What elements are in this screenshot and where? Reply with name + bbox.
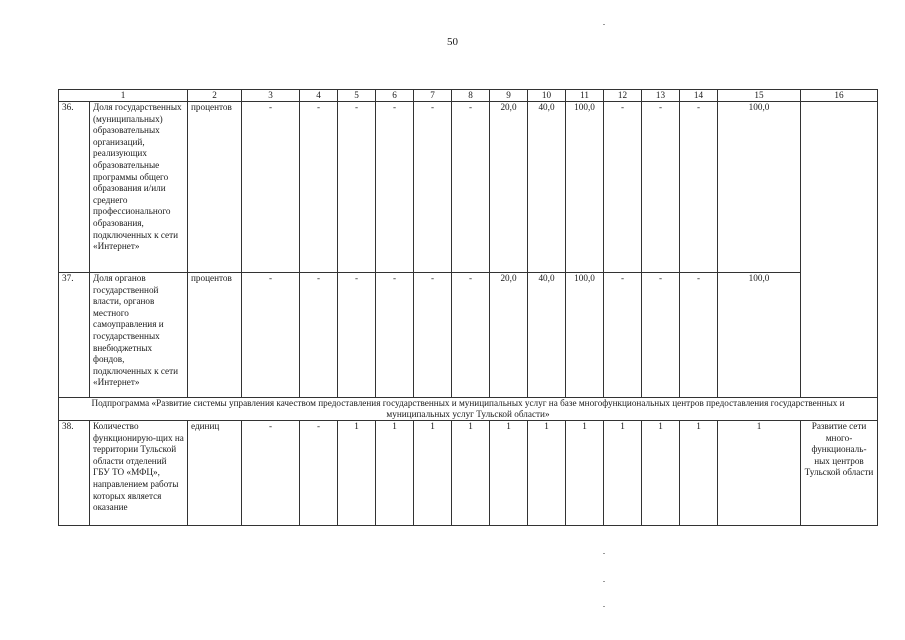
value-cell: -	[414, 102, 452, 273]
value-cell: 20,0	[490, 273, 528, 398]
unit-cell: процентов	[188, 273, 242, 398]
header-cell: 5	[338, 90, 376, 102]
indicators-table	[58, 89, 878, 526]
header-cell: 9	[490, 90, 528, 102]
value-cell: -	[242, 421, 300, 526]
value-cell: -	[300, 421, 338, 526]
value-cell: -	[680, 273, 718, 398]
table-row	[59, 273, 878, 398]
value-cell: 1	[680, 421, 718, 526]
header-cell: 16	[801, 90, 878, 102]
scan-speck	[603, 581, 605, 582]
value-cell: -	[242, 102, 300, 273]
subprogram-title: Подпрограмма «Развитие системы управления качеством предоставления государственных и муниципальных услуг на базе многофункциональных центров предоставления государственных и муниципальных услуг Тульской области»	[59, 398, 878, 421]
value-cell: -	[414, 273, 452, 398]
header-cell: 8	[452, 90, 490, 102]
header-cell: 10	[528, 90, 566, 102]
value-cell: -	[338, 102, 376, 273]
indicator-name: Доля государственных (муниципальных) образовательных организаций, реализующих образовательные программы общего образования и/или среднего профессионального образования, подключенных к сети «Интернет»	[90, 102, 188, 273]
header-cell: 1	[59, 90, 188, 102]
header-cell: 12	[604, 90, 642, 102]
value-cell: -	[338, 273, 376, 398]
value-cell: -	[452, 102, 490, 273]
notes-cell: Развитие сети много-функциональ-ных центров Тульской области	[801, 421, 878, 526]
header-cell: 14	[680, 90, 718, 102]
scan-speck	[603, 24, 605, 25]
value-cell: -	[680, 102, 718, 273]
value-cell: 20,0	[490, 102, 528, 273]
scan-speck	[603, 553, 605, 554]
row-number: 37.	[59, 273, 90, 398]
value-cell: -	[376, 102, 414, 273]
value-cell: 1	[642, 421, 680, 526]
header-cell: 3	[242, 90, 300, 102]
value-cell: 1	[490, 421, 528, 526]
unit-cell: единиц	[188, 421, 242, 526]
value-cell: 40,0	[528, 102, 566, 273]
value-cell: 1	[338, 421, 376, 526]
value-cell: 40,0	[528, 273, 566, 398]
header-cell: 2	[188, 90, 242, 102]
page-number: 50	[447, 36, 458, 48]
value-cell: -	[376, 273, 414, 398]
value-cell: 1	[718, 421, 801, 526]
header-cell: 4	[300, 90, 338, 102]
column-numbers-row	[59, 90, 878, 102]
header-cell: 6	[376, 90, 414, 102]
value-cell: -	[604, 273, 642, 398]
value-cell: -	[452, 273, 490, 398]
indicator-name: Количество функционирую-щих на территории Тульской области отделений ГБУ ТО «МФЦ», направлением работы которых является оказание	[90, 421, 188, 526]
value-cell: 100,0	[566, 102, 604, 273]
header-cell: 7	[414, 90, 452, 102]
value-cell: 1	[452, 421, 490, 526]
value-cell: -	[642, 102, 680, 273]
subprogram-row	[59, 398, 878, 421]
row-number: 38.	[59, 421, 90, 526]
notes-cell	[801, 102, 878, 398]
value-cell: 1	[528, 421, 566, 526]
header-cell: 13	[642, 90, 680, 102]
value-cell: -	[604, 102, 642, 273]
value-cell: 100,0	[718, 102, 801, 273]
unit-cell: процентов	[188, 102, 242, 273]
value-cell: 1	[414, 421, 452, 526]
value-cell: 100,0	[566, 273, 604, 398]
value-cell: -	[300, 102, 338, 273]
header-cell: 15	[718, 90, 801, 102]
scan-speck	[603, 606, 605, 607]
value-cell: -	[242, 273, 300, 398]
value-cell: 1	[566, 421, 604, 526]
value-cell: -	[300, 273, 338, 398]
value-cell: -	[642, 273, 680, 398]
indicator-name: Доля органов государственной власти, органов местного самоуправления и государственных внебюджетных фондов, подключенных к сети «Интернет»	[90, 273, 188, 398]
table-row	[59, 102, 878, 273]
value-cell: 1	[376, 421, 414, 526]
value-cell: 1	[604, 421, 642, 526]
header-cell: 11	[566, 90, 604, 102]
row-number: 36.	[59, 102, 90, 273]
value-cell: 100,0	[718, 273, 801, 398]
table-row	[59, 421, 878, 526]
